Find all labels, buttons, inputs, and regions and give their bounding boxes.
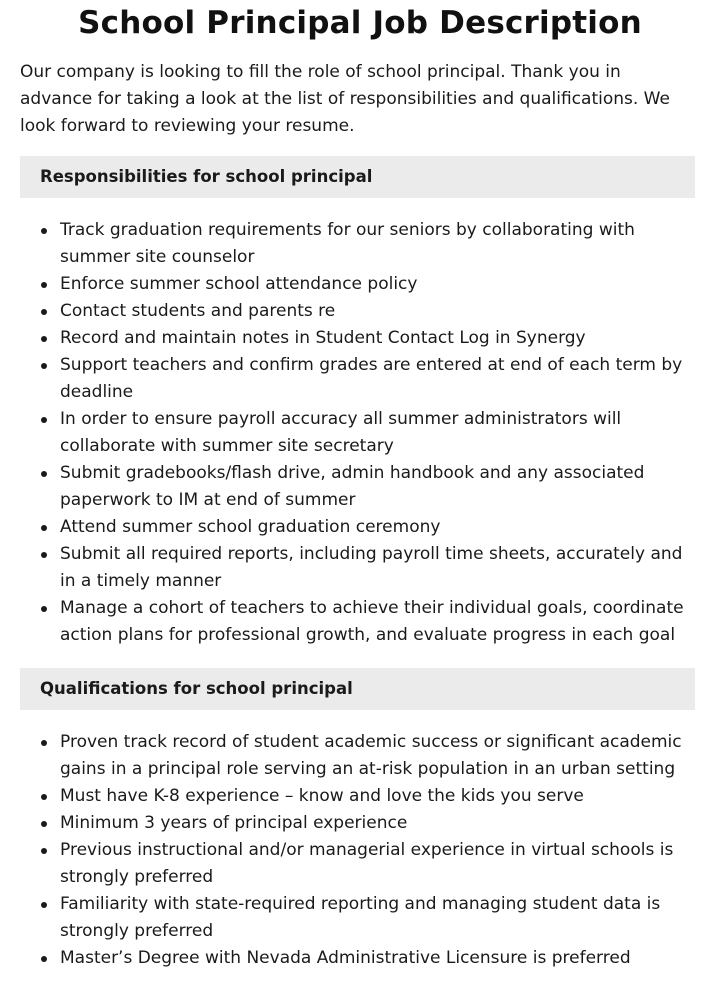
page-title: School Principal Job Description: [78, 5, 642, 41]
list-item: Contact students and parents re: [20, 298, 696, 325]
list-item: Proven track record of student academic success or significant academic gains in a principal role serving an at-risk population in an urban setting: [20, 729, 696, 783]
responsibilities-list: [20, 217, 696, 649]
list-item: Attend summer school graduation ceremony: [20, 514, 696, 541]
list-item: Master’s Degree with Nevada Administrative Licensure is preferred: [20, 945, 696, 972]
list-item: Submit all required reports, including payroll time sheets, accurately and in a timely manner: [20, 541, 696, 595]
qualifications-list: [20, 729, 696, 972]
list-item: Previous instructional and/or managerial experience in virtual schools is strongly preferred: [20, 837, 696, 891]
list-item: In order to ensure payroll accuracy all summer administrators will collaborate with summer site secretary: [20, 406, 696, 460]
list-item: Track graduation requirements for our seniors by collaborating with summer site counselor: [20, 217, 696, 271]
qualifications-heading: Qualifications for school principal: [20, 668, 695, 710]
list-item: Must have K-8 experience – know and love the kids you serve: [20, 783, 696, 810]
list-item: Record and maintain notes in Student Contact Log in Synergy: [20, 325, 696, 352]
list-item: Submit gradebooks/flash drive, admin handbook and any associated paperwork to IM at end of summer: [20, 460, 696, 514]
list-item: Minimum 3 years of principal experience: [20, 810, 696, 837]
list-item: Familiarity with state-required reporting and managing student data is strongly preferred: [20, 891, 696, 945]
list-item: Manage a cohort of teachers to achieve their individual goals, coordinate action plans for professional growth, and evaluate progress in each goal: [20, 595, 696, 649]
responsibilities-heading: Responsibilities for school principal: [20, 156, 695, 198]
list-item: Enforce summer school attendance policy: [20, 271, 696, 298]
intro-paragraph: Our company is looking to fill the role of school principal. Thank you in advance for taking a look at the list of responsibilities and qualifications. We look forward to reviewing your resume.: [20, 62, 670, 136]
list-item: Support teachers and confirm grades are entered at end of each term by deadline: [20, 352, 696, 406]
